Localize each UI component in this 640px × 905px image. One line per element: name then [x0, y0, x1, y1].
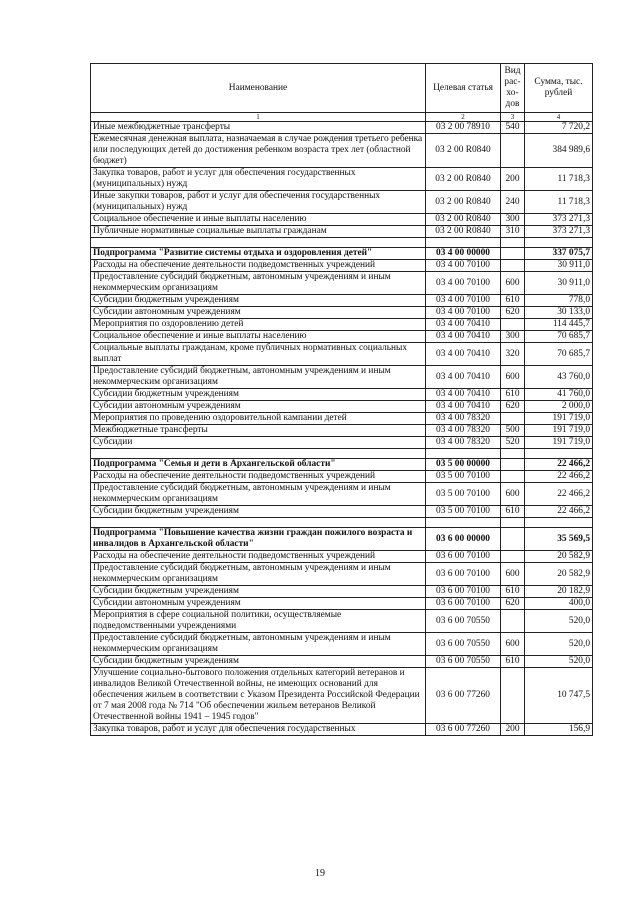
target-article: 03 5 00 70100: [426, 506, 501, 518]
amount: 70 685,7: [525, 343, 593, 366]
target-article: 03 6 00 70100: [426, 586, 501, 598]
spacer-cell: [501, 449, 525, 459]
target-article: 03 4 00 70100: [426, 295, 501, 307]
target-article: 03 6 00 70550: [426, 633, 501, 656]
amount: 11 718,3: [525, 168, 593, 191]
item-name: Социальное обеспечение и иные выплаты населению: [91, 331, 426, 343]
expense-type: 620: [501, 598, 525, 610]
expense-type: [501, 551, 525, 563]
header-name: Наименование: [91, 64, 426, 113]
table-row: [91, 343, 593, 366]
target-article: 03 6 00 70100: [426, 563, 501, 586]
amount: 191 719,0: [525, 437, 593, 449]
table-row: [91, 668, 593, 724]
target-article: 03 4 00 70410: [426, 366, 501, 389]
target-article: 03 6 00 70550: [426, 610, 501, 633]
subprogram-row: [91, 459, 593, 471]
item-name: Предоставление субсидий бюджетным, автономным учреждениям и иным некоммерческим организациям: [91, 633, 426, 656]
amount: 35 569,5: [525, 528, 593, 551]
spacer-row: [91, 449, 593, 459]
amount: 22 466,2: [525, 506, 593, 518]
expense-type: 600: [501, 483, 525, 506]
amount: 400,0: [525, 598, 593, 610]
budget-table: [90, 63, 593, 736]
item-name: Расходы на обеспечение деятельности подведомственных учреждений: [91, 260, 426, 272]
table-row: [91, 610, 593, 633]
table-row: [91, 425, 593, 437]
expense-type: [501, 610, 525, 633]
amount: 11 718,3: [525, 191, 593, 214]
item-name: Социальные выплаты гражданам, кроме публичных нормативных социальных выплат: [91, 343, 426, 366]
amount: 43 760,0: [525, 366, 593, 389]
expense-type: 300: [501, 331, 525, 343]
target-article: 03 5 00 70100: [426, 471, 501, 483]
amount: 30 133,0: [525, 307, 593, 319]
item-name: Предоставление субсидий бюджетным, автономным учреждениям и иным некоммерческим организациям: [91, 366, 426, 389]
spacer-cell: [525, 518, 593, 528]
target-article: 03 2 00 78910: [426, 122, 501, 134]
expense-type: 610: [501, 506, 525, 518]
expense-type: [501, 471, 525, 483]
amount: 10 747,5: [525, 668, 593, 724]
expense-type: 500: [501, 425, 525, 437]
item-name: Иные закупки товаров, работ и услуг для обеспечения государственных (муниципальных) нужд: [91, 191, 426, 214]
table-row: [91, 295, 593, 307]
item-name: Субсидии бюджетным учреждениям: [91, 506, 426, 518]
item-name: Субсидии автономным учреждениям: [91, 307, 426, 319]
spacer-row: [91, 238, 593, 248]
expense-type: [501, 248, 525, 260]
amount: 2 000,0: [525, 401, 593, 413]
amount: 156,9: [525, 724, 593, 736]
table-body: [91, 122, 593, 736]
table-row: [91, 319, 593, 331]
table-row: [91, 366, 593, 389]
expense-type: 320: [501, 343, 525, 366]
table-row: [91, 122, 593, 134]
item-name: Публичные нормативные социальные выплаты гражданам: [91, 226, 426, 238]
item-name: Субсидии бюджетным учреждениям: [91, 586, 426, 598]
amount: 520,0: [525, 633, 593, 656]
target-article: 03 6 00 70550: [426, 656, 501, 668]
table-row: [91, 168, 593, 191]
table-row: [91, 134, 593, 168]
page-number: 19: [315, 868, 325, 879]
col-number: 1: [91, 113, 426, 122]
table-row: [91, 260, 593, 272]
expense-type: 300: [501, 214, 525, 226]
table-header-row: [91, 64, 593, 113]
target-article: 03 4 00 70410: [426, 401, 501, 413]
spacer-cell: [426, 238, 501, 248]
amount: 114 445,7: [525, 319, 593, 331]
item-name: Мероприятия по оздоровлению детей: [91, 319, 426, 331]
table-row: [91, 598, 593, 610]
expense-type: [501, 668, 525, 724]
target-article: 03 4 00 70410: [426, 343, 501, 366]
header-expense-type: Вид рас-хо-дов: [501, 64, 525, 113]
amount: 7 720,2: [525, 122, 593, 134]
item-name: Закупка товаров, работ и услуг для обеспечения государственных: [91, 724, 426, 736]
table-row: [91, 586, 593, 598]
item-name: Мероприятия в сфере социальной политики, осуществляемые подведомственными учреждениями: [91, 610, 426, 633]
target-article: 03 6 00 00000: [426, 528, 501, 551]
target-article: 03 5 00 00000: [426, 459, 501, 471]
item-name: Подпрограмма "Развитие системы отдыха и оздоровления детей": [91, 248, 426, 260]
target-article: 03 4 00 70100: [426, 260, 501, 272]
spacer-cell: [501, 238, 525, 248]
expense-type: [501, 459, 525, 471]
spacer-cell: [426, 518, 501, 528]
item-name: Ежемесячная денежная выплата, назначаемая в случае рождения третьего ребенка или последующих детей до достижения ребенком возраста трех лет (областной бюджет): [91, 134, 426, 168]
expense-type: 600: [501, 272, 525, 295]
header-target-article: Целевая статья: [426, 64, 501, 113]
target-article: 03 4 00 00000: [426, 248, 501, 260]
table-row: [91, 437, 593, 449]
item-name: Субсидии автономным учреждениям: [91, 598, 426, 610]
item-name: Улучшение социально-бытового положения отдельных категорий ветеранов и инвалидов Великой Отечественной войны, не имеющих оснований для обеспечения жильем в соответствии с Указом Президента Российской Федерации от 7 мая 2008 года № 714 "Об обеспечении жильем ветеранов Великой Отечественной войны 1941 – 1945 годов": [91, 668, 426, 724]
spacer-cell: [91, 518, 426, 528]
item-name: Межбюджетные трансферты: [91, 425, 426, 437]
target-article: 03 2 00 R0840: [426, 214, 501, 226]
target-article: 03 2 00 R0840: [426, 168, 501, 191]
target-article: 03 4 00 78320: [426, 437, 501, 449]
col-number: 2: [426, 113, 501, 122]
amount: 520,0: [525, 656, 593, 668]
expense-type: [501, 260, 525, 272]
amount: 20 582,9: [525, 563, 593, 586]
amount: 191 719,0: [525, 413, 593, 425]
amount: 20 582,9: [525, 551, 593, 563]
table-row: [91, 413, 593, 425]
item-name: Субсидии: [91, 437, 426, 449]
header-sum: Сумма, тыс. рублей: [525, 64, 593, 113]
expense-type: [501, 319, 525, 331]
table-row: [91, 226, 593, 238]
column-numbers-row: [91, 113, 593, 122]
expense-type: 600: [501, 633, 525, 656]
amount: 30 911,0: [525, 260, 593, 272]
spacer-cell: [91, 449, 426, 459]
table-row: [91, 214, 593, 226]
item-name: Субсидии бюджетным учреждениям: [91, 656, 426, 668]
table-row: [91, 551, 593, 563]
item-name: Подпрограмма "Семья и дети в Архангельской области": [91, 459, 426, 471]
target-article: 03 5 00 70100: [426, 483, 501, 506]
target-article: 03 4 00 70100: [426, 272, 501, 295]
table-row: [91, 724, 593, 736]
item-name: Подпрограмма "Повышение качества жизни граждан пожилого возраста и инвалидов в Архангельской области": [91, 528, 426, 551]
amount: 22 466,2: [525, 483, 593, 506]
expense-type: 240: [501, 191, 525, 214]
table-row: [91, 331, 593, 343]
expense-type: [501, 413, 525, 425]
amount: 22 466,2: [525, 459, 593, 471]
expense-type: 620: [501, 401, 525, 413]
expense-type: 200: [501, 724, 525, 736]
spacer-cell: [91, 238, 426, 248]
table-row: [91, 656, 593, 668]
item-name: Закупка товаров, работ и услуг для обеспечения государственных (муниципальных) нужд: [91, 168, 426, 191]
subprogram-row: [91, 528, 593, 551]
amount: 520,0: [525, 610, 593, 633]
table-row: [91, 471, 593, 483]
expense-type: 610: [501, 586, 525, 598]
expense-type: 520: [501, 437, 525, 449]
col-number: 4: [525, 113, 593, 122]
expense-type: 310: [501, 226, 525, 238]
spacer-cell: [525, 449, 593, 459]
amount: 41 760,0: [525, 389, 593, 401]
table-row: [91, 633, 593, 656]
amount: 20 182,9: [525, 586, 593, 598]
target-article: 03 6 00 70100: [426, 551, 501, 563]
amount: 191 719,0: [525, 425, 593, 437]
amount: 22 466,2: [525, 471, 593, 483]
item-name: Расходы на обеспечение деятельности подведомственных учреждений: [91, 471, 426, 483]
target-article: 03 6 00 77260: [426, 668, 501, 724]
target-article: 03 6 00 77260: [426, 724, 501, 736]
item-name: Расходы на обеспечение деятельности подведомственных учреждений: [91, 551, 426, 563]
item-name: Мероприятия по проведению оздоровительной кампании детей: [91, 413, 426, 425]
spacer-cell: [525, 238, 593, 248]
expense-type: [501, 134, 525, 168]
expense-type: 600: [501, 563, 525, 586]
spacer-cell: [501, 518, 525, 528]
target-article: 03 2 00 R0840: [426, 226, 501, 238]
table-row: [91, 401, 593, 413]
target-article: 03 4 00 78320: [426, 425, 501, 437]
expense-type: [501, 528, 525, 551]
spacer-row: [91, 518, 593, 528]
expense-type: 540: [501, 122, 525, 134]
col-number: 3: [501, 113, 525, 122]
spacer-cell: [426, 449, 501, 459]
expense-type: 610: [501, 295, 525, 307]
table-row: [91, 272, 593, 295]
table-row: [91, 563, 593, 586]
amount: 30 911,0: [525, 272, 593, 295]
table-row: [91, 506, 593, 518]
table-row: [91, 389, 593, 401]
expense-type: 610: [501, 656, 525, 668]
target-article: 03 6 00 70100: [426, 598, 501, 610]
expense-type: 610: [501, 389, 525, 401]
subprogram-row: [91, 248, 593, 260]
item-name: Иные межбюджетные трансферты: [91, 122, 426, 134]
target-article: 03 4 00 70410: [426, 389, 501, 401]
expense-type: 200: [501, 168, 525, 191]
expense-type: 620: [501, 307, 525, 319]
target-article: 03 2 00 R0840: [426, 191, 501, 214]
table-row: [91, 307, 593, 319]
target-article: 03 4 00 70410: [426, 319, 501, 331]
target-article: 03 4 00 70100: [426, 307, 501, 319]
amount: 384 989,6: [525, 134, 593, 168]
item-name: Предоставление субсидий бюджетным, автономным учреждениям и иным некоммерческим организациям: [91, 272, 426, 295]
amount: 373 271,3: [525, 214, 593, 226]
item-name: Предоставление субсидий бюджетным, автономным учреждениям и иным некоммерческим организациям: [91, 563, 426, 586]
item-name: Социальное обеспечение и иные выплаты населению: [91, 214, 426, 226]
target-article: 03 2 00 R0840: [426, 134, 501, 168]
target-article: 03 4 00 70410: [426, 331, 501, 343]
item-name: Субсидии бюджетным учреждениям: [91, 389, 426, 401]
item-name: Субсидии бюджетным учреждениям: [91, 295, 426, 307]
table-row: [91, 191, 593, 214]
amount: 70 685,7: [525, 331, 593, 343]
amount: 337 075,7: [525, 248, 593, 260]
amount: 373 271,3: [525, 226, 593, 238]
target-article: 03 4 00 78320: [426, 413, 501, 425]
item-name: Субсидии автономным учреждениям: [91, 401, 426, 413]
amount: 778,0: [525, 295, 593, 307]
table-row: [91, 483, 593, 506]
expense-type: 600: [501, 366, 525, 389]
item-name: Предоставление субсидий бюджетным, автономным учреждениям и иным некоммерческим организациям: [91, 483, 426, 506]
